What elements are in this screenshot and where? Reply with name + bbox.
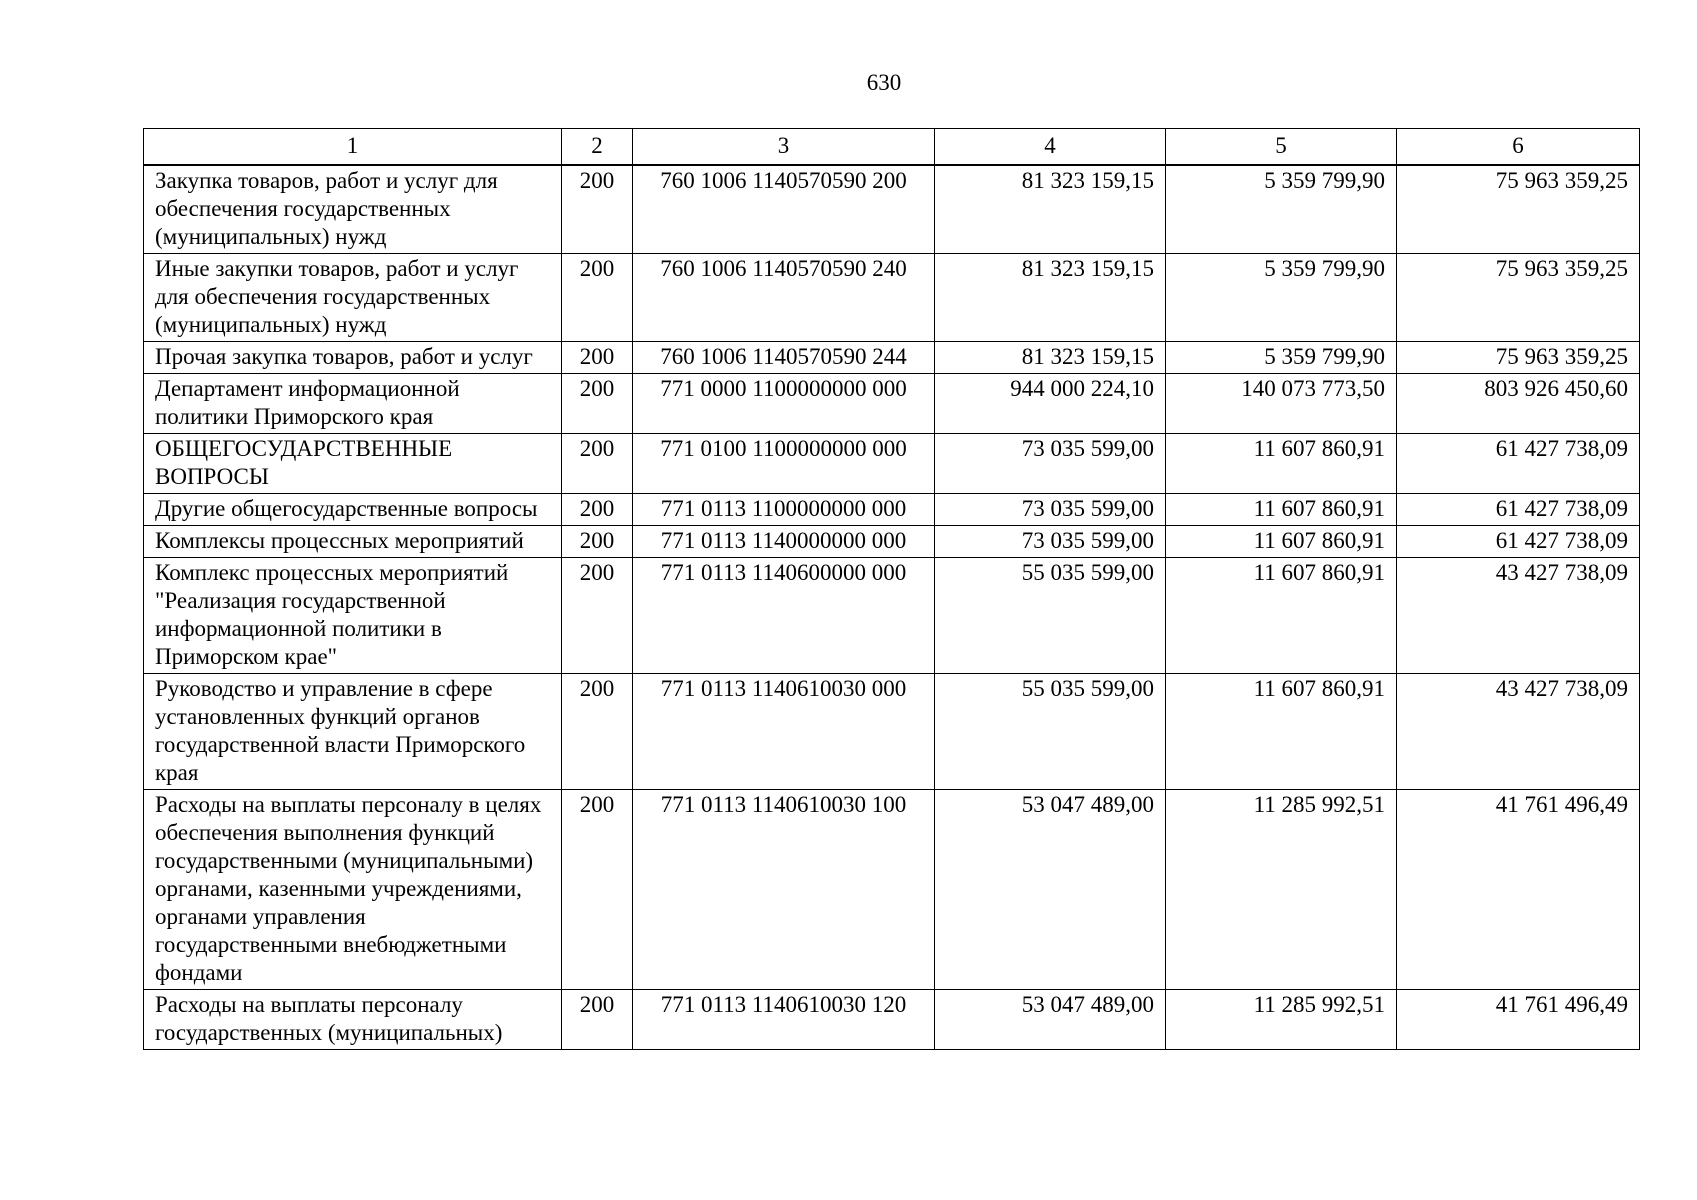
row-code-cell: 200: [562, 494, 633, 526]
table-row: [144, 790, 1640, 990]
table-row: [144, 526, 1640, 558]
row-code-cell: 200: [562, 990, 633, 1050]
row-code-cell: 200: [562, 342, 633, 374]
row-name-cell: Расходы на выплаты персоналу в целях обеспечения выполнения функций государственными (муниципальными) органами, казенными учреждениями, органами управления государственными внебюджетными фондами: [144, 790, 562, 990]
row-value-5-cell: 5 359 799,90: [1166, 342, 1397, 374]
row-code-cell: 200: [562, 526, 633, 558]
page-number: 630: [866, 70, 902, 95]
row-name-cell: ОБЩЕГОСУДАРСТВЕННЫЕ ВОПРОСЫ: [144, 434, 562, 494]
row-code-cell: 200: [562, 434, 633, 494]
row-value-6-cell: 61 427 738,09: [1397, 494, 1640, 526]
row-value-4-cell: 81 323 159,15: [935, 165, 1166, 254]
header-col-4: 4: [935, 129, 1166, 166]
table-row: [144, 374, 1640, 434]
row-name-cell: Прочая закупка товаров, работ и услуг: [144, 342, 562, 374]
row-value-5-cell: 140 073 773,50: [1166, 374, 1397, 434]
row-kbk-cell: 771 0113 1140610030 100: [633, 790, 935, 990]
row-value-5-cell: 11 607 860,91: [1166, 526, 1397, 558]
row-value-6-cell: 61 427 738,09: [1397, 526, 1640, 558]
row-value-6-cell: 75 963 359,25: [1397, 165, 1640, 254]
table-row: [144, 494, 1640, 526]
table-row: [144, 254, 1640, 342]
row-value-4-cell: 73 035 599,00: [935, 434, 1166, 494]
row-kbk-cell: 771 0113 1140610030 000: [633, 674, 935, 790]
table-row: [144, 342, 1640, 374]
table-row: [144, 674, 1640, 790]
row-value-5-cell: 5 359 799,90: [1166, 165, 1397, 254]
row-value-5-cell: 11 285 992,51: [1166, 990, 1397, 1050]
row-kbk-cell: 771 0113 1100000000 000: [633, 494, 935, 526]
row-name-cell: Расходы на выплаты персоналу государственных (муниципальных): [144, 990, 562, 1050]
row-value-6-cell: 61 427 738,09: [1397, 434, 1640, 494]
row-code-cell: 200: [562, 374, 633, 434]
row-value-4-cell: 53 047 489,00: [935, 790, 1166, 990]
row-name-cell: Другие общегосударственные вопросы: [144, 494, 562, 526]
row-value-4-cell: 73 035 599,00: [935, 494, 1166, 526]
row-code-cell: 200: [562, 558, 633, 674]
row-kbk-cell: 760 1006 1140570590 200: [633, 165, 935, 254]
table-row: [144, 990, 1640, 1050]
table-row: [144, 165, 1640, 254]
row-value-6-cell: 803 926 450,60: [1397, 374, 1640, 434]
header-row: [144, 129, 1640, 166]
header-col-5: 5: [1166, 129, 1397, 166]
header-col-3: 3: [633, 129, 935, 166]
row-value-4-cell: 55 035 599,00: [935, 558, 1166, 674]
row-value-4-cell: 81 323 159,15: [935, 342, 1166, 374]
row-value-5-cell: 11 607 860,91: [1166, 494, 1397, 526]
row-value-5-cell: 11 607 860,91: [1166, 434, 1397, 494]
row-kbk-cell: 771 0000 1100000000 000: [633, 374, 935, 434]
row-value-6-cell: 43 427 738,09: [1397, 558, 1640, 674]
row-value-5-cell: 11 607 860,91: [1166, 674, 1397, 790]
header-col-1: 1: [144, 129, 562, 166]
row-name-cell: Комплекс процессных мероприятий "Реализация государственной информационной политики в Приморском крае": [144, 558, 562, 674]
row-value-6-cell: 75 963 359,25: [1397, 342, 1640, 374]
row-value-4-cell: 73 035 599,00: [935, 526, 1166, 558]
row-name-cell: Департамент информационной политики Приморского края: [144, 374, 562, 434]
row-kbk-cell: 771 0100 1100000000 000: [633, 434, 935, 494]
budget-table: [143, 128, 1640, 1050]
row-code-cell: 200: [562, 790, 633, 990]
row-value-5-cell: 11 607 860,91: [1166, 558, 1397, 674]
row-value-4-cell: 81 323 159,15: [935, 254, 1166, 342]
row-value-4-cell: 944 000 224,10: [935, 374, 1166, 434]
header-col-6: 6: [1397, 129, 1640, 166]
row-code-cell: 200: [562, 674, 633, 790]
row-name-cell: Руководство и управление в сфере установленных функций органов государственной власти Приморского края: [144, 674, 562, 790]
row-value-5-cell: 11 285 992,51: [1166, 790, 1397, 990]
row-kbk-cell: 771 0113 1140600000 000: [633, 558, 935, 674]
row-value-6-cell: 75 963 359,25: [1397, 254, 1640, 342]
row-kbk-cell: 760 1006 1140570590 240: [633, 254, 935, 342]
table-row: [144, 558, 1640, 674]
row-kbk-cell: 771 0113 1140000000 000: [633, 526, 935, 558]
row-value-4-cell: 55 035 599,00: [935, 674, 1166, 790]
row-value-6-cell: 41 761 496,49: [1397, 990, 1640, 1050]
row-value-6-cell: 41 761 496,49: [1397, 790, 1640, 990]
row-code-cell: 200: [562, 165, 633, 254]
row-code-cell: 200: [562, 254, 633, 342]
header-col-2: 2: [562, 129, 633, 166]
row-kbk-cell: 760 1006 1140570590 244: [633, 342, 935, 374]
table-row: [144, 434, 1640, 494]
row-name-cell: Комплексы процессных мероприятий: [144, 526, 562, 558]
row-value-6-cell: 43 427 738,09: [1397, 674, 1640, 790]
row-value-5-cell: 5 359 799,90: [1166, 254, 1397, 342]
row-value-4-cell: 53 047 489,00: [935, 990, 1166, 1050]
row-name-cell: Иные закупки товаров, работ и услуг для обеспечения государственных (муниципальных) нужд: [144, 254, 562, 342]
row-name-cell: Закупка товаров, работ и услуг для обеспечения государственных (муниципальных) нужд: [144, 165, 562, 254]
row-kbk-cell: 771 0113 1140610030 120: [633, 990, 935, 1050]
